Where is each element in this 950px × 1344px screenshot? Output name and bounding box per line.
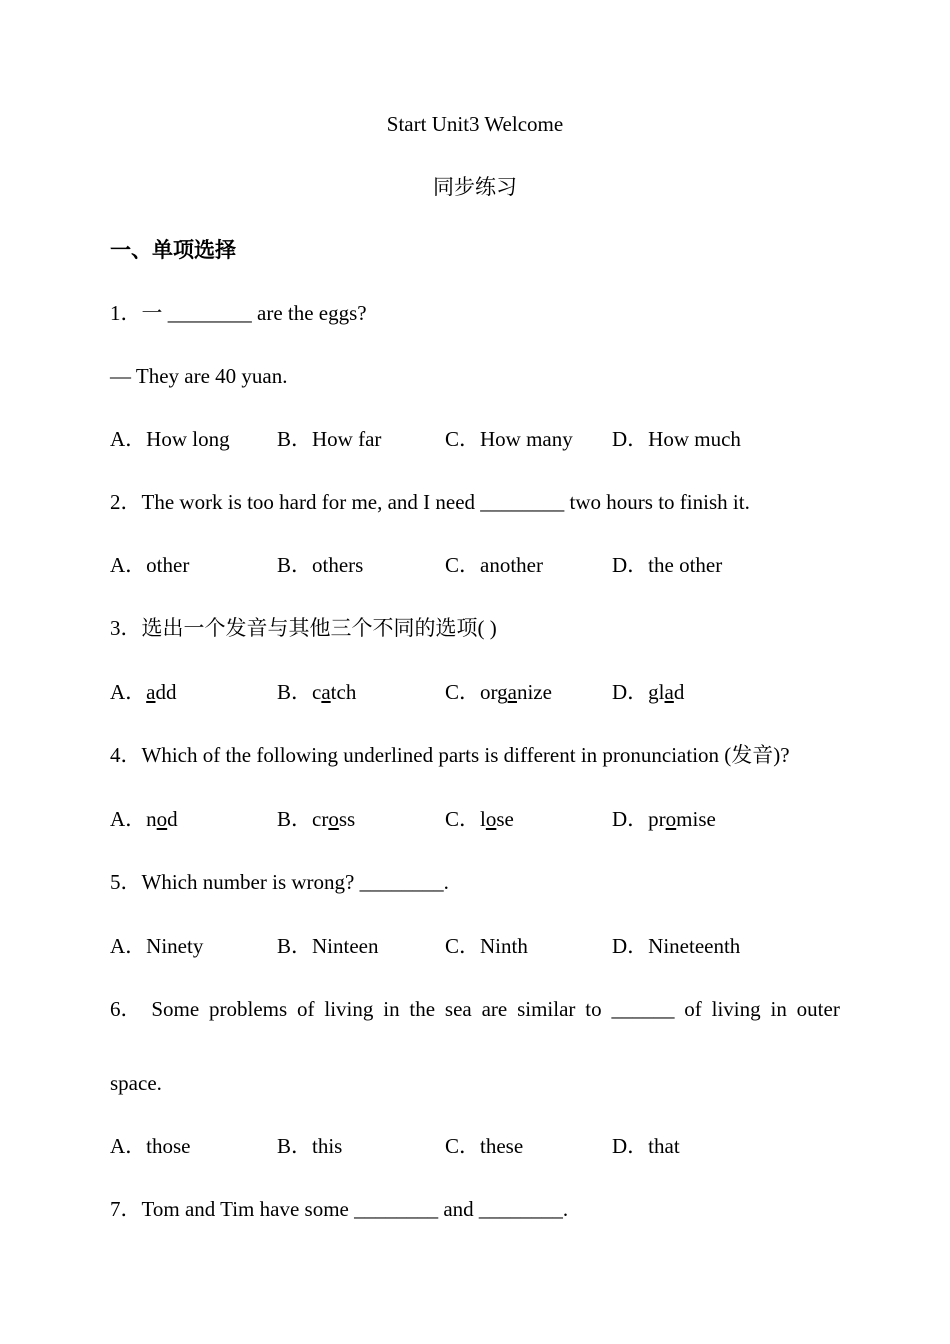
question-7-stem: 7．Tom and Tim have some ________ and ________. bbox=[110, 1197, 569, 1221]
stem-word: Some bbox=[151, 997, 200, 1021]
option-d: D．How much bbox=[612, 427, 741, 451]
option-d bbox=[612, 806, 716, 832]
stem-word: 6． bbox=[110, 997, 142, 1021]
option-c: C．Ninth bbox=[445, 934, 528, 958]
section-heading: 一、单项选择 bbox=[110, 238, 236, 262]
option-label: B． bbox=[277, 680, 313, 704]
question-4-stem: 4．Which of the following underlined parts is different in pronunciation (发音)? bbox=[110, 743, 790, 767]
option-b: B．Ninteen bbox=[277, 934, 379, 958]
stem-word: outer bbox=[796, 997, 840, 1021]
option-word-part: l bbox=[480, 807, 486, 831]
option-word-part: mise bbox=[676, 807, 716, 831]
answer-blank: ______ bbox=[611, 997, 675, 1021]
option-b: B．others bbox=[277, 553, 364, 577]
option-b bbox=[277, 679, 356, 705]
option-b: B．How far bbox=[277, 427, 382, 451]
question-1-options bbox=[110, 426, 850, 452]
stem-word: to bbox=[585, 997, 602, 1021]
stem-word: of bbox=[297, 997, 315, 1021]
stem-word: in bbox=[383, 997, 400, 1021]
question-5-stem: 5．Which number is wrong? ________. bbox=[110, 870, 449, 894]
option-a: A．How long bbox=[110, 427, 230, 451]
document-subtitle: 同步练习 bbox=[433, 175, 517, 199]
option-word-part: org bbox=[480, 680, 508, 704]
stem-word: living bbox=[324, 997, 374, 1021]
underlined-letter: o bbox=[156, 807, 168, 831]
option-d: D．the other bbox=[612, 553, 723, 577]
underlined-letter: o bbox=[665, 807, 677, 831]
option-c: C．How many bbox=[445, 427, 573, 451]
stem-word: are bbox=[481, 997, 508, 1021]
option-a: A．Ninety bbox=[110, 934, 204, 958]
option-label: A． bbox=[110, 807, 147, 831]
question-3-stem: 3．选出一个发音与其他三个不同的选项( ) bbox=[110, 616, 497, 640]
question-1-answer-line: — They are 40 yuan. bbox=[110, 364, 288, 388]
option-word-part: d bbox=[673, 680, 685, 704]
stem-word: living bbox=[711, 997, 761, 1021]
option-word-part: d bbox=[167, 807, 178, 831]
option-word-part: cr bbox=[312, 807, 329, 831]
option-c: C．another bbox=[445, 553, 543, 577]
option-c: C．these bbox=[445, 1134, 524, 1158]
option-d: D．that bbox=[612, 1134, 680, 1158]
option-d bbox=[612, 679, 684, 705]
stem-word: problems bbox=[209, 997, 288, 1021]
option-b: B．this bbox=[277, 1134, 343, 1158]
option-b bbox=[277, 806, 355, 832]
option-label: C． bbox=[445, 807, 481, 831]
stem-word: similar bbox=[517, 997, 576, 1021]
option-d: D．Nineteenth bbox=[612, 934, 741, 958]
option-a bbox=[110, 679, 177, 705]
question-1-stem: 1．一 ________ are the eggs? bbox=[110, 301, 367, 325]
option-c bbox=[445, 806, 514, 832]
option-label: A． bbox=[110, 680, 147, 704]
question-4-options bbox=[110, 806, 850, 832]
option-word-part: pr bbox=[648, 807, 666, 831]
option-word-part: c bbox=[312, 680, 322, 704]
stem-word: the bbox=[409, 997, 436, 1021]
option-word-part: ss bbox=[338, 807, 356, 831]
option-word-part: nize bbox=[516, 680, 552, 704]
option-label: C． bbox=[445, 680, 481, 704]
option-c bbox=[445, 679, 552, 705]
underlined-letter: a bbox=[507, 680, 517, 704]
option-a: A．other bbox=[110, 553, 190, 577]
option-word-part: n bbox=[146, 807, 157, 831]
stem-word: of bbox=[684, 997, 702, 1021]
question-6-stem-continuation: space. bbox=[110, 1071, 162, 1095]
underlined-letter: o bbox=[328, 807, 339, 831]
underlined-letter: a bbox=[321, 680, 331, 704]
option-word-part: dd bbox=[155, 680, 177, 704]
option-label: D． bbox=[612, 807, 649, 831]
question-2-stem: 2．The work is too hard for me, and I need ________ two hours to finish it. bbox=[110, 490, 750, 514]
option-label: B． bbox=[277, 807, 313, 831]
option-a: A．those bbox=[110, 1134, 191, 1158]
option-label: D． bbox=[612, 680, 649, 704]
option-word-part: tch bbox=[330, 680, 357, 704]
option-word-part: se bbox=[496, 807, 514, 831]
question-3-options bbox=[110, 679, 850, 705]
underlined-letter: a bbox=[146, 680, 156, 704]
underlined-letter: a bbox=[664, 680, 674, 704]
option-word-part: gl bbox=[648, 680, 665, 704]
stem-word: in bbox=[770, 997, 787, 1021]
question-6-stem bbox=[110, 996, 840, 1022]
question-6-options bbox=[110, 1133, 850, 1159]
underlined-letter: o bbox=[485, 807, 497, 831]
stem-word: sea bbox=[444, 997, 472, 1021]
question-5-options bbox=[110, 933, 850, 959]
document-title: Start Unit3 Welcome bbox=[386, 112, 564, 136]
option-a bbox=[110, 806, 178, 832]
question-2-options bbox=[110, 552, 850, 578]
